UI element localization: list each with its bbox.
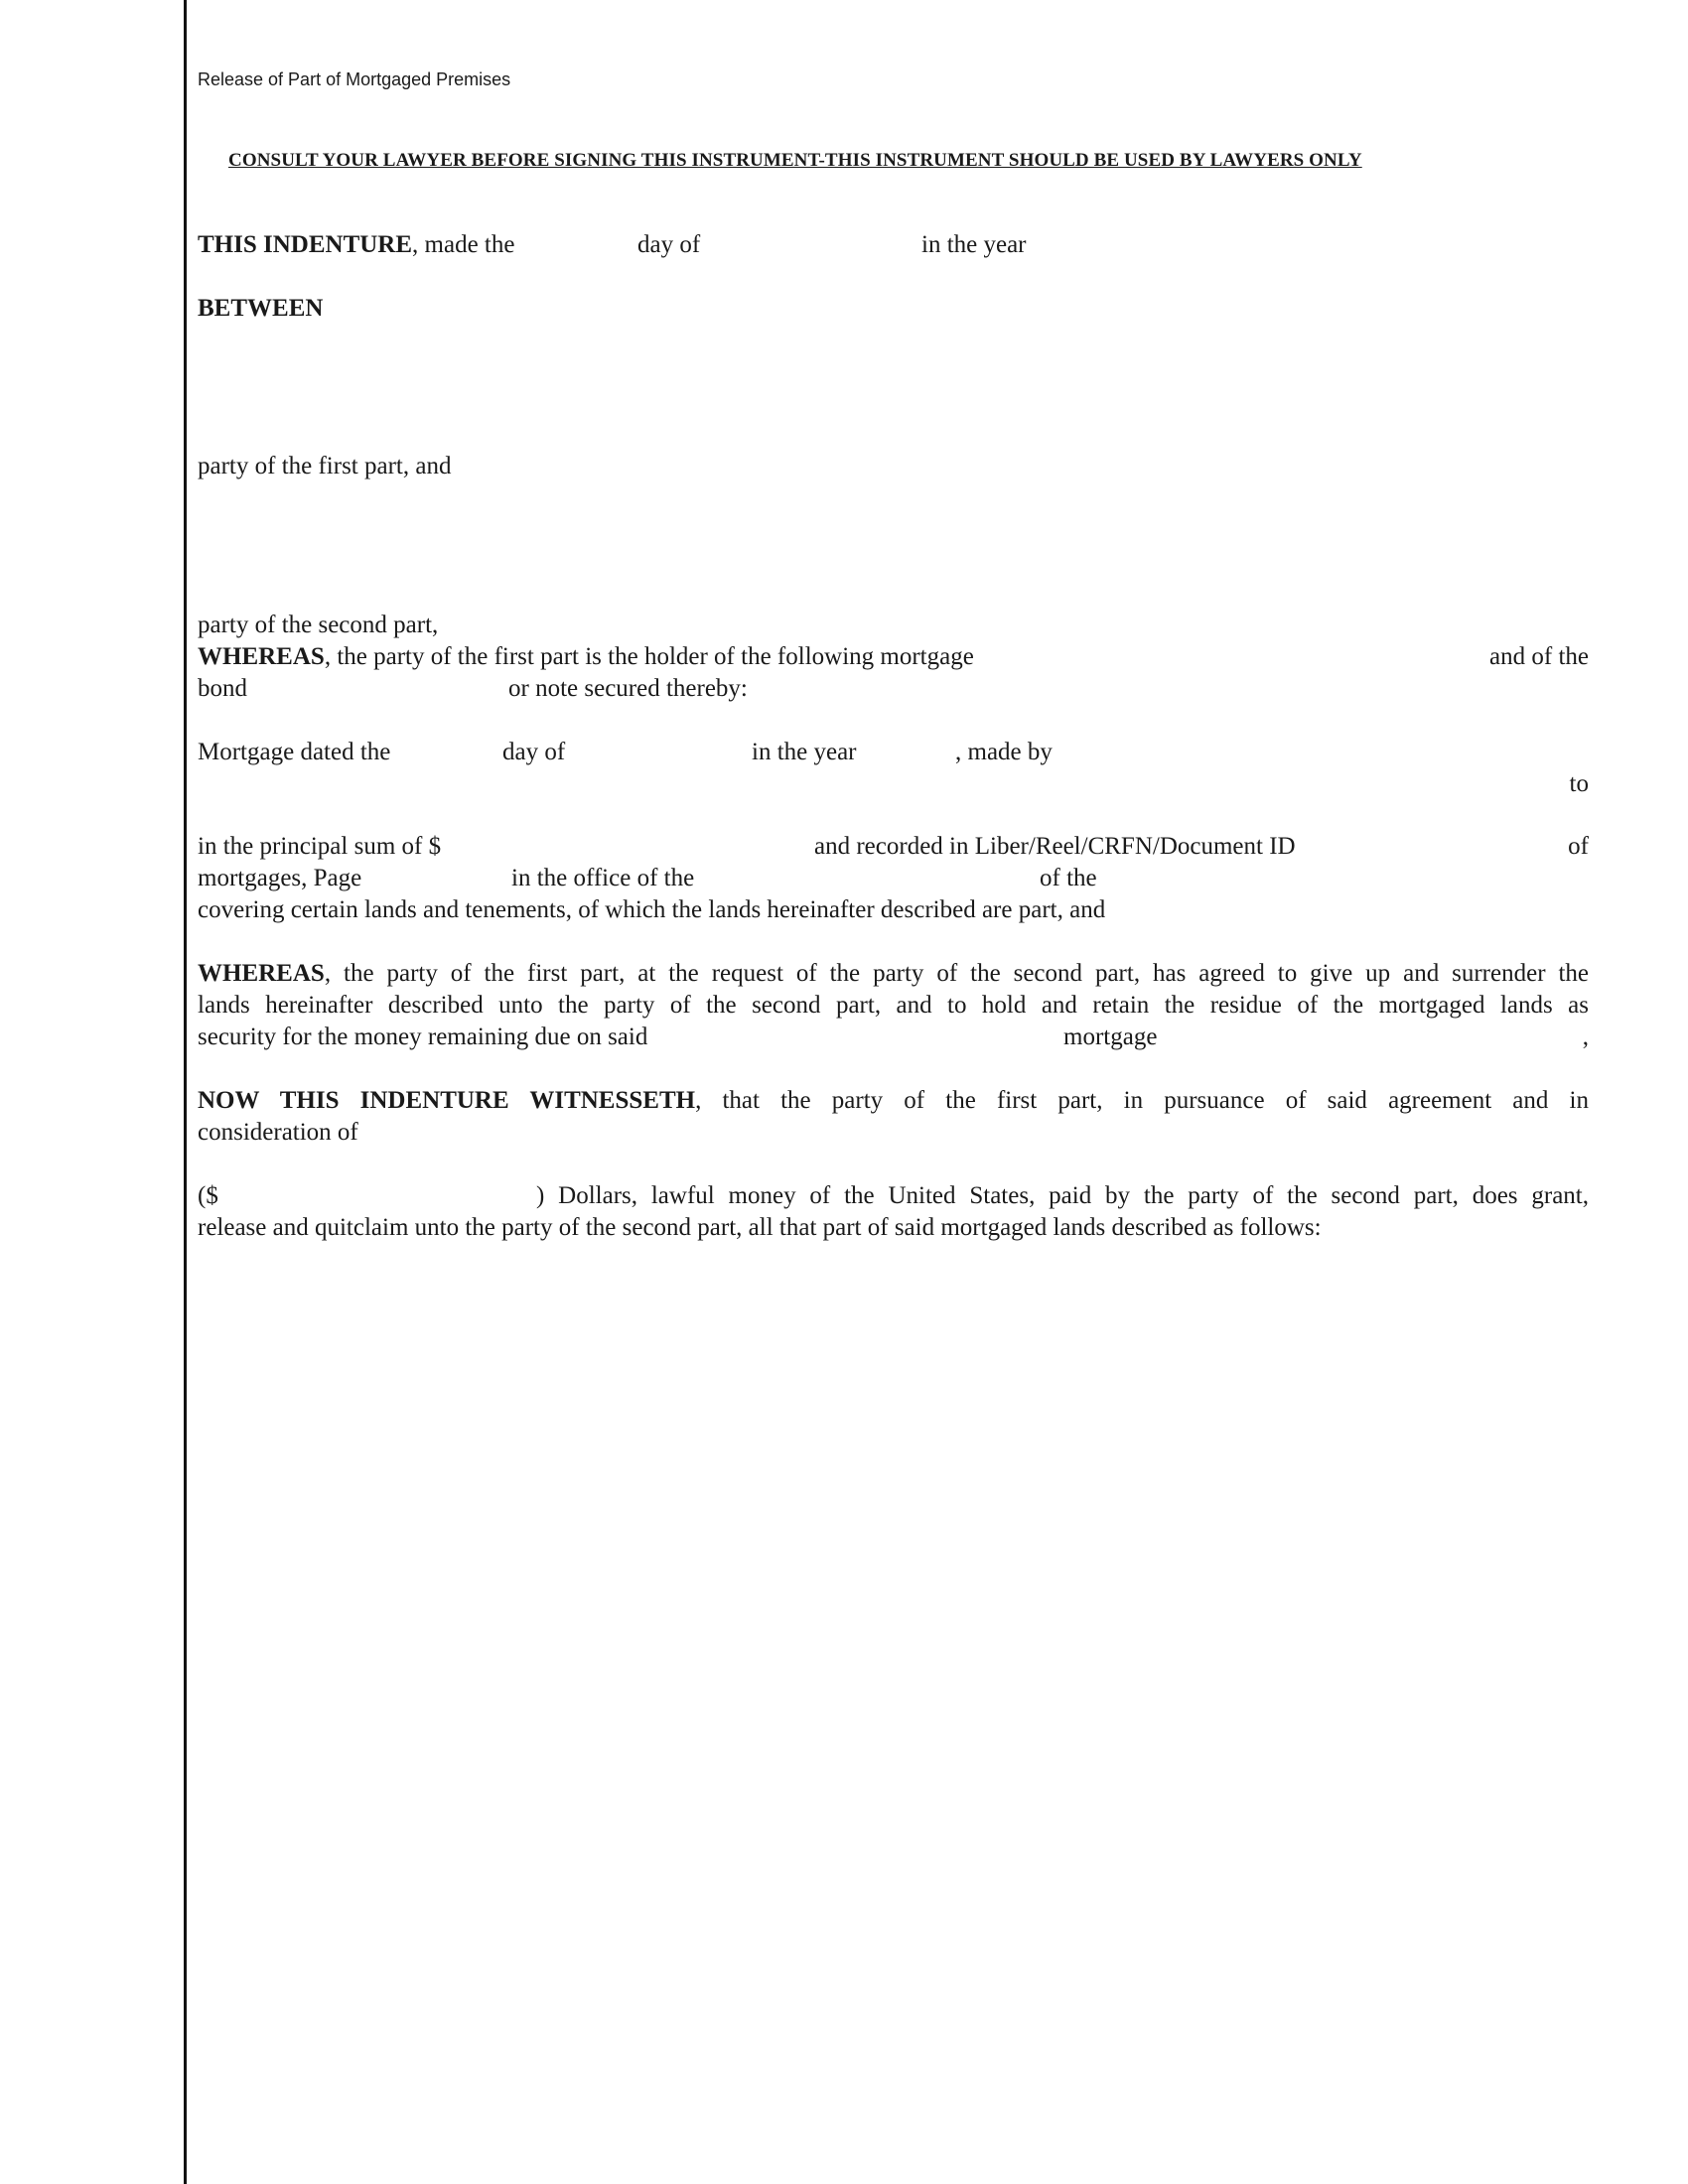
lawyer-warning: CONSULT YOUR LAWYER BEFORE SIGNING THIS INSTRUMENT-THIS INSTRUMENT SHOULD BE USED BY LAWYERS ONLY	[228, 150, 1362, 171]
indenture-lead: THIS INDENTURE	[198, 231, 413, 258]
mortgage-day-of-text: day of	[502, 739, 566, 765]
form-title: Release of Part of Mortgaged Premises	[198, 69, 511, 89]
witnesseth-lead: NOW THIS INDENTURE WITNESSETH	[198, 1087, 696, 1114]
party-first-part: party of the first part, and	[198, 453, 452, 479]
covering-lands-text: covering certain lands and tenements, of which the lands hereinafter described are part, and	[198, 896, 1106, 923]
note-secured-text: or note secured thereby:	[508, 675, 748, 702]
mortgages-page-text: mortgages, Page	[198, 865, 362, 891]
whereas2-line3a: security for the money remaining due on said	[198, 1024, 648, 1050]
whereas2-line3c: ,	[1582, 1024, 1589, 1050]
mortgage-dated-text: Mortgage dated the	[198, 739, 391, 765]
day-of-text: day of	[637, 231, 701, 258]
of-text: of	[1568, 833, 1589, 860]
between-heading: BETWEEN	[198, 295, 324, 322]
whereas-holder-line	[198, 641, 974, 673]
party-second-part: party of the second part,	[198, 612, 439, 638]
whereas2-line1	[198, 958, 1589, 990]
and-of-the-text: and of the	[1489, 643, 1589, 670]
witnesseth-line4: release and quitclaim unto the party of the second part, all that part of said mortgaged lands described as follows:	[198, 1214, 1322, 1241]
whereas-lead: WHEREAS	[198, 643, 325, 670]
witnesseth-line1	[198, 1085, 1589, 1117]
witnesseth-line3: ) Dollars, lawful money of the United States, paid by the party of the second part, does grant,	[536, 1182, 1589, 1209]
whereas-holder-text: , the party of the first part is the holder of the following mortgage	[324, 643, 974, 670]
dollar-open-text: ($	[198, 1182, 218, 1209]
to-text: to	[1569, 770, 1589, 797]
whereas2-line1-text: , the party of the first part, at the request of the party of the second part, has agreed to give up and surrender the	[324, 960, 1589, 987]
of-the-text: of the	[1040, 865, 1097, 891]
indenture-line	[198, 229, 514, 261]
witnesseth-line1-text: , that the party of the first part, in pursuance of said agreement and in	[695, 1087, 1589, 1114]
office-of-text: in the office of the	[511, 865, 695, 891]
mortgage-in-year-text: in the year	[752, 739, 857, 765]
whereas2-lead: WHEREAS	[198, 960, 325, 987]
bond-text: bond	[198, 675, 247, 702]
whereas2-line2: lands hereinafter described unto the party of the second part, and to hold and retain the residue of the mortgaged lands as	[198, 992, 1589, 1019]
witnesseth-line2: consideration of	[198, 1119, 358, 1146]
recorded-in-text: and recorded in Liber/Reel/CRFN/Document ID	[814, 833, 1296, 860]
made-by-text: , made by	[955, 739, 1053, 765]
in-the-year-text: in the year	[921, 231, 1027, 258]
left-margin-rule	[184, 0, 187, 2184]
whereas2-line3b: mortgage	[1063, 1024, 1158, 1050]
principal-sum-text: in the principal sum of $	[198, 833, 442, 860]
made-the-text: , made the	[412, 231, 515, 258]
